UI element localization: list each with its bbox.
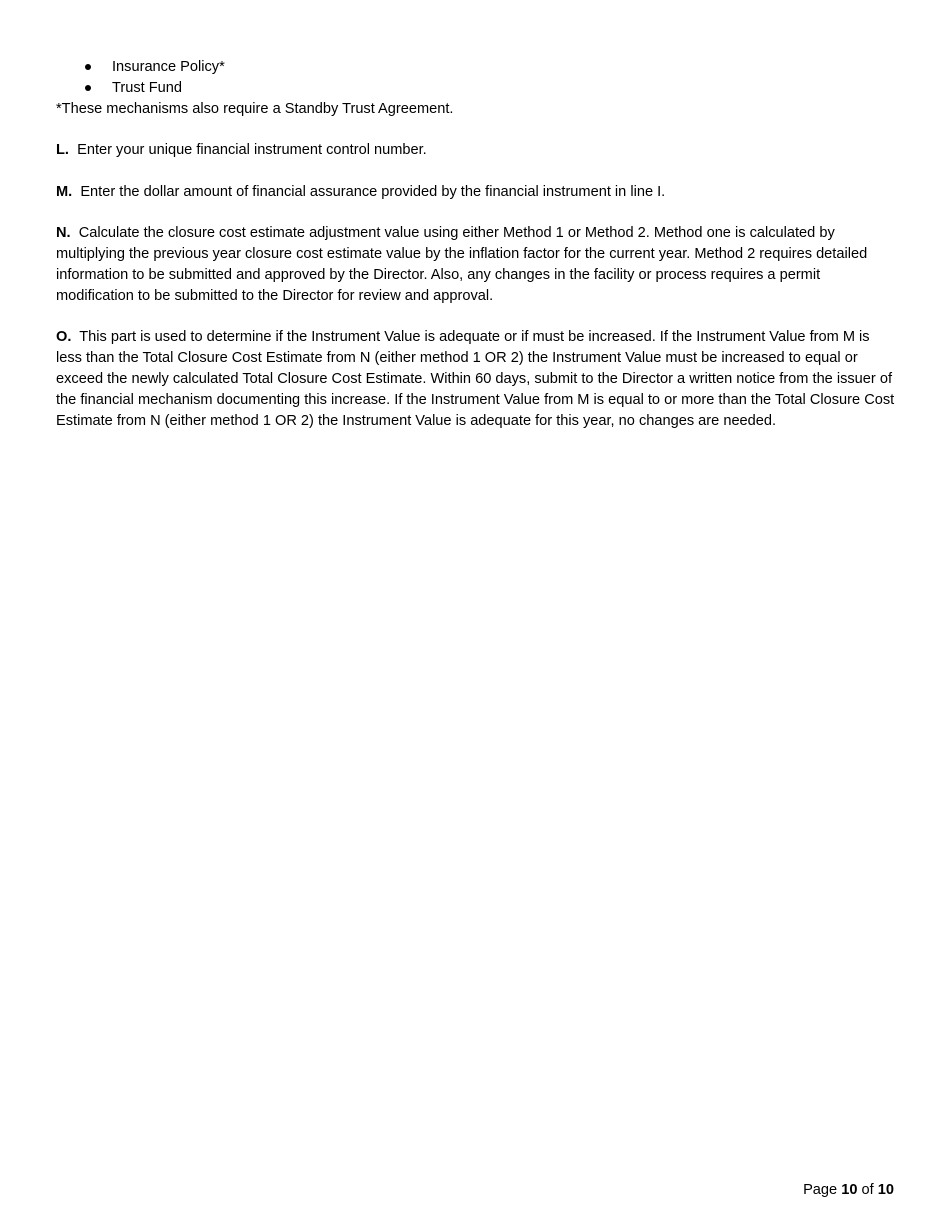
- instruction-o: [56, 327, 896, 431]
- item-text: Enter the dollar amount of financial assurance provided by the financial instrument in line I.: [80, 183, 666, 200]
- list-item: [56, 78, 896, 99]
- item-text: This part is used to determine if the Instrument Value is adequate or if must be increased. If the Instrument Value from M is less than the Total Closure Cost Estimate from N (either method 1 OR 2) the Instrument Value must be increased to equal or exceed the newly calculated Total Closure Cost Estimate. Within 60 days, submit to the Director a written notice from the issuer of the financial mechanism documenting this increase. If the Instrument Value from M is equal to or more than the Total Closure Cost Estimate from N (either method 1 OR 2) the Instrument Value is adequate for this year, no changes are needed.: [56, 329, 895, 429]
- list-item-text: Insurance Policy*: [112, 59, 225, 75]
- bullet-icon: [85, 85, 91, 91]
- page-label: Page: [803, 1182, 838, 1198]
- page-number: [803, 1180, 894, 1200]
- item-letter: L.: [56, 142, 69, 159]
- list-item: [56, 57, 896, 78]
- mechanism-list: [56, 57, 896, 99]
- total-pages: 10: [877, 1182, 894, 1198]
- item-text: Enter your unique financial instrument control number.: [77, 142, 427, 159]
- instruction-n: [56, 223, 896, 306]
- document-body: [56, 57, 896, 431]
- current-page: 10: [841, 1182, 858, 1198]
- list-item-text: Trust Fund: [112, 79, 183, 96]
- instruction-m: [56, 182, 896, 203]
- instruction-l: [56, 140, 896, 161]
- item-text: Calculate the closure cost estimate adjustment value using either Method 1 or Method 2. Method one is calculated by multiplying the previous year closure cost estimate value by the inflation factor for the current year. Method 2 requires detailed information to be submitted and approved by the Director. Also, any changes in the facility or process requires a permit modification to be submitted to the Director for review and approval.: [56, 225, 868, 304]
- item-letter: O.: [56, 329, 72, 346]
- of-label: of: [861, 1182, 874, 1198]
- standby-trust-note: *These mechanisms also require a Standby Trust Agreement.: [56, 100, 454, 117]
- bullet-icon: [85, 64, 91, 70]
- item-letter: M.: [56, 183, 73, 200]
- item-letter: N.: [56, 225, 71, 242]
